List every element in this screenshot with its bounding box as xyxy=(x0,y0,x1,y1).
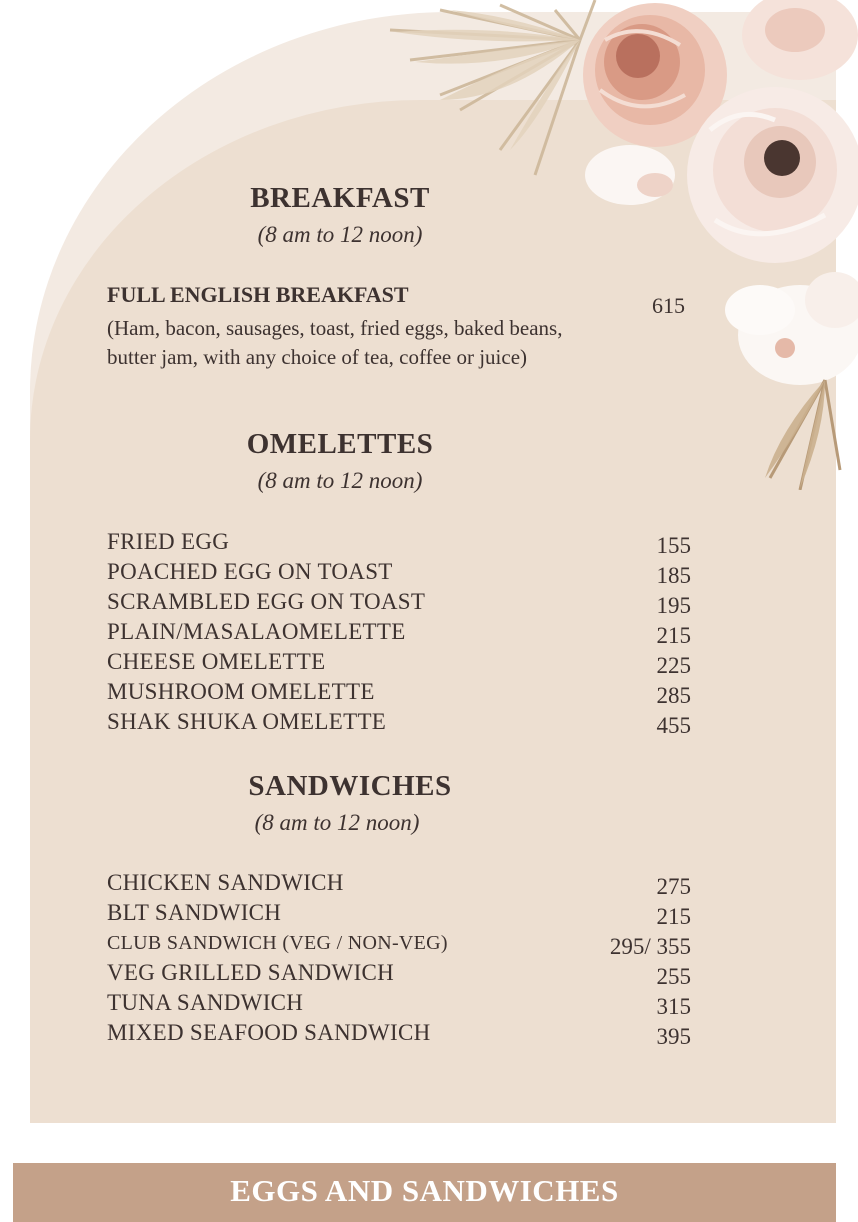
sandwiches-title: SANDWICHES xyxy=(248,770,452,802)
menu-item xyxy=(107,649,697,679)
item-price: 215 xyxy=(656,623,691,648)
menu-item xyxy=(107,960,697,990)
item-name: CHEESE OMELETTE xyxy=(107,649,326,674)
omelettes-list xyxy=(107,529,697,739)
item-name: SHAK SHUKA OMELETTE xyxy=(107,709,387,734)
breakfast-hours: (8 am to 12 noon) xyxy=(257,222,423,247)
item-price: 395 xyxy=(656,1024,691,1049)
item-price: 195 xyxy=(656,593,691,618)
menu-item xyxy=(107,679,697,709)
omelettes-title: OMELETTES xyxy=(246,428,434,460)
menu-item xyxy=(107,900,697,930)
item-name: MIXED SEAFOOD SANDWICH xyxy=(107,1020,431,1045)
menu-item xyxy=(107,709,697,739)
menu-item xyxy=(107,529,697,559)
item-price: 455 xyxy=(656,713,691,738)
item-name: CLUB SANDWICH (VEG / NON-VEG) xyxy=(107,932,448,954)
item-price: 295/ 355 xyxy=(609,934,691,959)
item-price: 255 xyxy=(656,964,691,989)
white-orchid-icon xyxy=(725,272,858,385)
menu-item xyxy=(107,559,697,589)
item-name: PLAIN/MASALAOMELETTE xyxy=(107,619,406,644)
menu-item xyxy=(107,990,697,1020)
item-name: CHICKEN SANDWICH xyxy=(107,870,344,895)
item-name: VEG GRILLED SANDWICH xyxy=(107,960,395,985)
item-price: 275 xyxy=(656,874,691,899)
omelettes-hours: (8 am to 12 noon) xyxy=(257,468,423,493)
item-price: 215 xyxy=(656,904,691,929)
peach-rose-icon xyxy=(742,0,858,80)
item-price: 155 xyxy=(656,533,691,558)
sandwiches-hours: (8 am to 12 noon) xyxy=(254,810,420,835)
sandwiches-list xyxy=(107,870,697,1050)
full-english-breakfast-price: 615 xyxy=(652,293,685,318)
menu-item xyxy=(107,930,697,960)
full-english-breakfast-name: FULL ENGLISH BREAKFAST xyxy=(107,282,409,307)
item-name: FRIED EGG xyxy=(107,529,230,554)
menu-item xyxy=(107,870,697,900)
menu-item xyxy=(107,1020,697,1050)
item-price: 185 xyxy=(656,563,691,588)
item-price: 315 xyxy=(656,994,691,1019)
item-name: SCRAMBLED EGG ON TOAST xyxy=(107,589,426,614)
item-price: 225 xyxy=(656,653,691,678)
item-name: POACHED EGG ON TOAST xyxy=(107,559,393,584)
item-name: TUNA SANDWICH xyxy=(107,990,304,1015)
item-name: BLT SANDWICH xyxy=(107,900,282,925)
white-orchid-icon xyxy=(585,145,675,205)
menu-item xyxy=(107,619,697,649)
full-english-breakfast-description: (Ham, bacon, sausages, toast, fried eggs, baked beans, butter jam, with any choice of tea, coffee or juice) xyxy=(107,316,563,369)
breakfast-title: BREAKFAST xyxy=(250,182,430,214)
footer-banner: EGGS AND SANDWICHES xyxy=(13,1163,836,1222)
item-name: MUSHROOM OMELETTE xyxy=(107,679,375,704)
item-price: 285 xyxy=(656,683,691,708)
menu-item xyxy=(107,589,697,619)
white-peony-icon xyxy=(687,87,858,263)
